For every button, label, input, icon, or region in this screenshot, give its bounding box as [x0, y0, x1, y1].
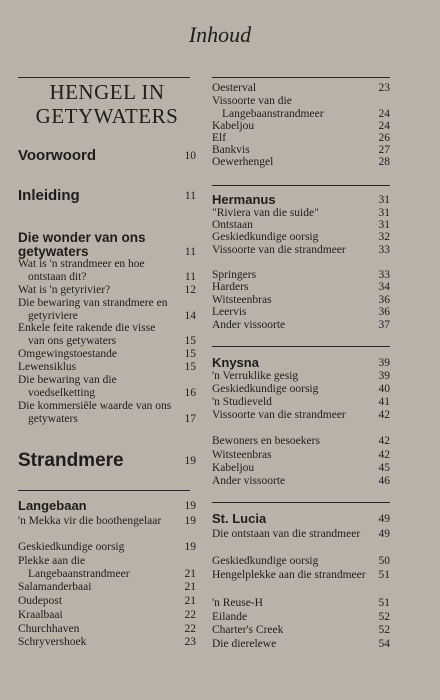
toc-entry-page: 42	[378, 435, 390, 447]
toc-entry-page: 15	[184, 348, 196, 360]
toc-entry-title: Vissoorte van die strandmeer	[212, 409, 346, 421]
toc-entry-page: 33	[378, 269, 390, 281]
toc-entry-page: 11	[184, 246, 196, 258]
toc-entry-page: 22	[184, 623, 196, 635]
toc-entry-title: Vissoorte van die Langebaanstrandmeer	[212, 95, 324, 120]
toc-entry-title: Geskiedkundige oorsig	[212, 231, 319, 243]
toc-entry	[18, 348, 196, 361]
toc-entry-page: 16	[184, 386, 196, 399]
toc-entry	[212, 370, 390, 383]
toc-entry-title: Die ontstaan van die strandmeer	[212, 528, 361, 540]
toc-entry	[18, 374, 196, 399]
toc-entry	[212, 193, 390, 207]
toc-entry	[212, 555, 390, 568]
toc-entry	[212, 207, 390, 220]
toc-entry	[18, 297, 196, 322]
toc-entry	[18, 231, 196, 259]
toc-entry	[212, 231, 390, 244]
toc-entry	[212, 597, 390, 610]
toc-entry-title: Die wonder van ons getywaters	[18, 230, 146, 259]
toc-entry-page: 27	[378, 144, 390, 156]
toc-entry-title: Inleiding	[18, 187, 80, 204]
page-title: Inhoud	[188, 22, 252, 47]
toc-entry	[18, 555, 196, 580]
toc-entry-page: 51	[378, 569, 390, 581]
toc-entry-title: Lewensiklus	[18, 361, 77, 373]
toc-entry-page: 32	[378, 231, 390, 243]
toc-entry-title: Enkele feite rakende die visse van ons getywaters	[18, 322, 156, 347]
toc-entry	[18, 623, 196, 636]
toc-entry-page: 33	[378, 244, 390, 256]
toc-entry-page: 22	[184, 609, 196, 621]
toc-entry-title: Wat is 'n getyrivier?	[18, 284, 111, 296]
toc-entry	[212, 82, 390, 95]
toc-entry-title: Elf	[212, 132, 227, 144]
toc-entry-title: Charter's Creek	[212, 624, 284, 636]
toc-entry	[212, 409, 390, 422]
toc-entry-title: Ander vissoorte	[212, 319, 286, 331]
toc-entry	[212, 319, 390, 332]
toc-entry-title: Die bewaring van die voedselketting	[18, 374, 117, 399]
toc-entry-page: 21	[184, 581, 196, 593]
toc-entry	[18, 284, 196, 297]
toc-entry-page: 42	[378, 449, 390, 461]
toc-entry	[18, 581, 196, 594]
toc-entry	[212, 95, 390, 120]
toc-entry	[18, 636, 196, 649]
toc-entry-title: Geskiedkundige oorsig	[212, 555, 319, 567]
toc-entry	[18, 609, 196, 622]
toc-entry-title: Geskiedkundige oorsig	[212, 383, 319, 395]
toc-entry-title: 'n Mekka vir die boothengelaar	[18, 515, 162, 527]
toc-entry-title: Die kommersiële waarde van ons getywaters	[18, 400, 172, 425]
main-heading: HENGEL IN GETYWATERS	[35, 80, 179, 128]
toc-entry	[18, 595, 196, 608]
toc-entry-title: Ander vissoorte	[212, 475, 286, 487]
toc-entry-title: Harders	[212, 281, 249, 293]
toc-entry-title: Witsteenbras	[212, 294, 272, 306]
toc-entry-title: Wat is 'n strandmeer en hoe ontstaan dit?	[18, 258, 145, 283]
toc-entry-title: Hengelplekke aan die strandmeer	[212, 569, 366, 581]
toc-entry-page: 49	[378, 528, 390, 540]
toc-entry	[212, 396, 390, 409]
toc-entry	[212, 435, 390, 448]
toc-entry-page: 15	[184, 361, 196, 373]
toc-entry-title: Leervis	[212, 306, 247, 318]
toc-entry	[212, 281, 390, 294]
toc-entry-page: 36	[378, 294, 390, 306]
toc-entry-page: 12	[184, 284, 196, 296]
divider-stlucia	[212, 502, 390, 503]
toc-entry-title: Kraalbaai	[18, 609, 63, 621]
toc-entry-page: 14	[184, 309, 196, 322]
toc-entry	[18, 361, 196, 374]
toc-entry	[212, 356, 390, 370]
toc-entry-page: 24	[378, 120, 390, 132]
toc-entry-title: Bewoners en besoekers	[212, 435, 320, 447]
toc-entry-title: Ontstaan	[212, 219, 253, 231]
toc-entry-page: 31	[378, 219, 390, 231]
toc-entry-page: 19	[184, 455, 196, 467]
toc-entry-title: Hermanus	[212, 192, 276, 207]
toc-entry-page: 46	[378, 475, 390, 487]
toc-entry-title: Oesterval	[212, 82, 257, 94]
toc-entry-page: 52	[378, 624, 390, 636]
toc-entry-title: Plekke aan die Langebaanstrandmeer	[18, 555, 130, 580]
toc-entry-page: 45	[378, 462, 390, 474]
toc-entry	[18, 499, 196, 513]
divider-top-right	[212, 77, 390, 78]
toc-entry	[212, 569, 390, 582]
toc-entry-title: Eilande	[212, 611, 248, 623]
divider-top-left	[18, 77, 190, 78]
toc-entry-title: Salamanderbaai	[18, 581, 92, 593]
toc-entry-page: 40	[378, 383, 390, 395]
toc-entry-title: Springers	[212, 269, 257, 281]
toc-entry-page: 31	[378, 207, 390, 219]
toc-entry	[212, 475, 390, 488]
toc-entry-page: 21	[184, 567, 196, 580]
toc-entry	[212, 144, 390, 157]
toc-entry-title: Vissoorte van die strandmeer	[212, 244, 346, 256]
toc-entry-title: Oewerhengel	[212, 156, 274, 168]
toc-entry-title: Die dierelewe	[212, 638, 277, 650]
toc-entry	[18, 541, 196, 554]
toc-entry-title: Knysna	[212, 355, 259, 370]
divider-strandmere	[18, 490, 190, 491]
toc-entry	[212, 638, 390, 651]
toc-entry	[212, 156, 390, 169]
toc-entry-page: 49	[378, 513, 390, 525]
toc-entry-title: Die bewaring van strandmere en getyriviere	[18, 297, 168, 322]
divider-knysna	[212, 346, 390, 347]
toc-entry-page: 41	[378, 396, 390, 408]
toc-entry	[212, 462, 390, 475]
toc-entry-page: 26	[378, 132, 390, 144]
toc-entry-title: Voorwoord	[18, 147, 97, 164]
toc-entry	[212, 294, 390, 307]
toc-entry-page: 51	[378, 597, 390, 609]
toc-entry-page: 19	[184, 515, 196, 527]
toc-entry-page: 11	[184, 270, 196, 283]
toc-entry	[18, 322, 196, 347]
toc-entry-title: Geskiedkundige oorsig	[18, 541, 125, 553]
toc-entry-page: 54	[378, 638, 390, 650]
toc-entry-page: 24	[378, 107, 390, 120]
toc-entry	[212, 383, 390, 396]
toc-entry	[212, 132, 390, 145]
toc-entry	[212, 306, 390, 319]
toc-entry-page: 19	[184, 500, 196, 512]
toc-entry-title: Witsteenbras	[212, 449, 272, 461]
toc-entry-page: 42	[378, 409, 390, 421]
toc-entry	[212, 120, 390, 133]
toc-entry-page: 36	[378, 306, 390, 318]
toc-entry-page: 52	[378, 611, 390, 623]
toc-entry-title: 'n Verruklike gesig	[212, 370, 299, 382]
toc-entry-title: Schryvershoek	[18, 636, 87, 648]
toc-entry-page: 21	[184, 595, 196, 607]
toc-entry-page: 50	[378, 555, 390, 567]
toc-entry-page: 39	[378, 370, 390, 382]
toc-entry	[212, 244, 390, 257]
toc-entry-title: 'n Reuse-H	[212, 597, 263, 609]
toc-entry-page: 31	[378, 194, 390, 206]
toc-entry-title: Bankvis	[212, 144, 250, 156]
toc-entry	[212, 624, 390, 637]
toc-entry	[18, 258, 196, 283]
divider-hermanus	[212, 185, 390, 186]
toc-entry-page: 39	[378, 357, 390, 369]
toc-entry-title: Omgewingstoestande	[18, 348, 118, 360]
toc-entry-title: Langebaan	[18, 498, 87, 513]
toc-entry	[212, 449, 390, 462]
toc-entry-title: Strandmere	[18, 450, 124, 471]
toc-entry-page: 23	[378, 82, 390, 94]
toc-entry-page: 11	[184, 190, 196, 202]
toc-entry	[212, 611, 390, 624]
toc-entry-page: 28	[378, 156, 390, 168]
toc-entry	[18, 451, 196, 471]
toc-entry-page: 23	[184, 636, 196, 648]
toc-entry-page: 19	[184, 541, 196, 553]
toc-entry	[212, 269, 390, 282]
toc-entry	[212, 512, 390, 526]
toc-entry-title: Churchhaven	[18, 623, 80, 635]
toc-entry	[18, 400, 196, 425]
toc-entry-page: 10	[184, 150, 196, 162]
toc-entry	[18, 188, 196, 204]
toc-entry-page: 37	[378, 319, 390, 331]
toc-entry-title: Kabeljou	[212, 462, 255, 474]
toc-entry-title: Kabeljou	[212, 120, 255, 132]
toc-entry-page: 34	[378, 281, 390, 293]
toc-entry	[212, 528, 390, 541]
toc-entry	[212, 219, 390, 232]
toc-entry-title: Oudepost	[18, 595, 63, 607]
toc-entry-title: "Riviera van die suide"	[212, 207, 319, 219]
toc-entry-page: 15	[184, 334, 196, 347]
toc-entry-page: 17	[184, 412, 196, 425]
toc-entry-title: St. Lucia	[212, 511, 267, 526]
toc-entry-title: 'n Studieveld	[212, 396, 272, 408]
toc-entry	[18, 148, 196, 164]
toc-entry	[18, 515, 196, 528]
